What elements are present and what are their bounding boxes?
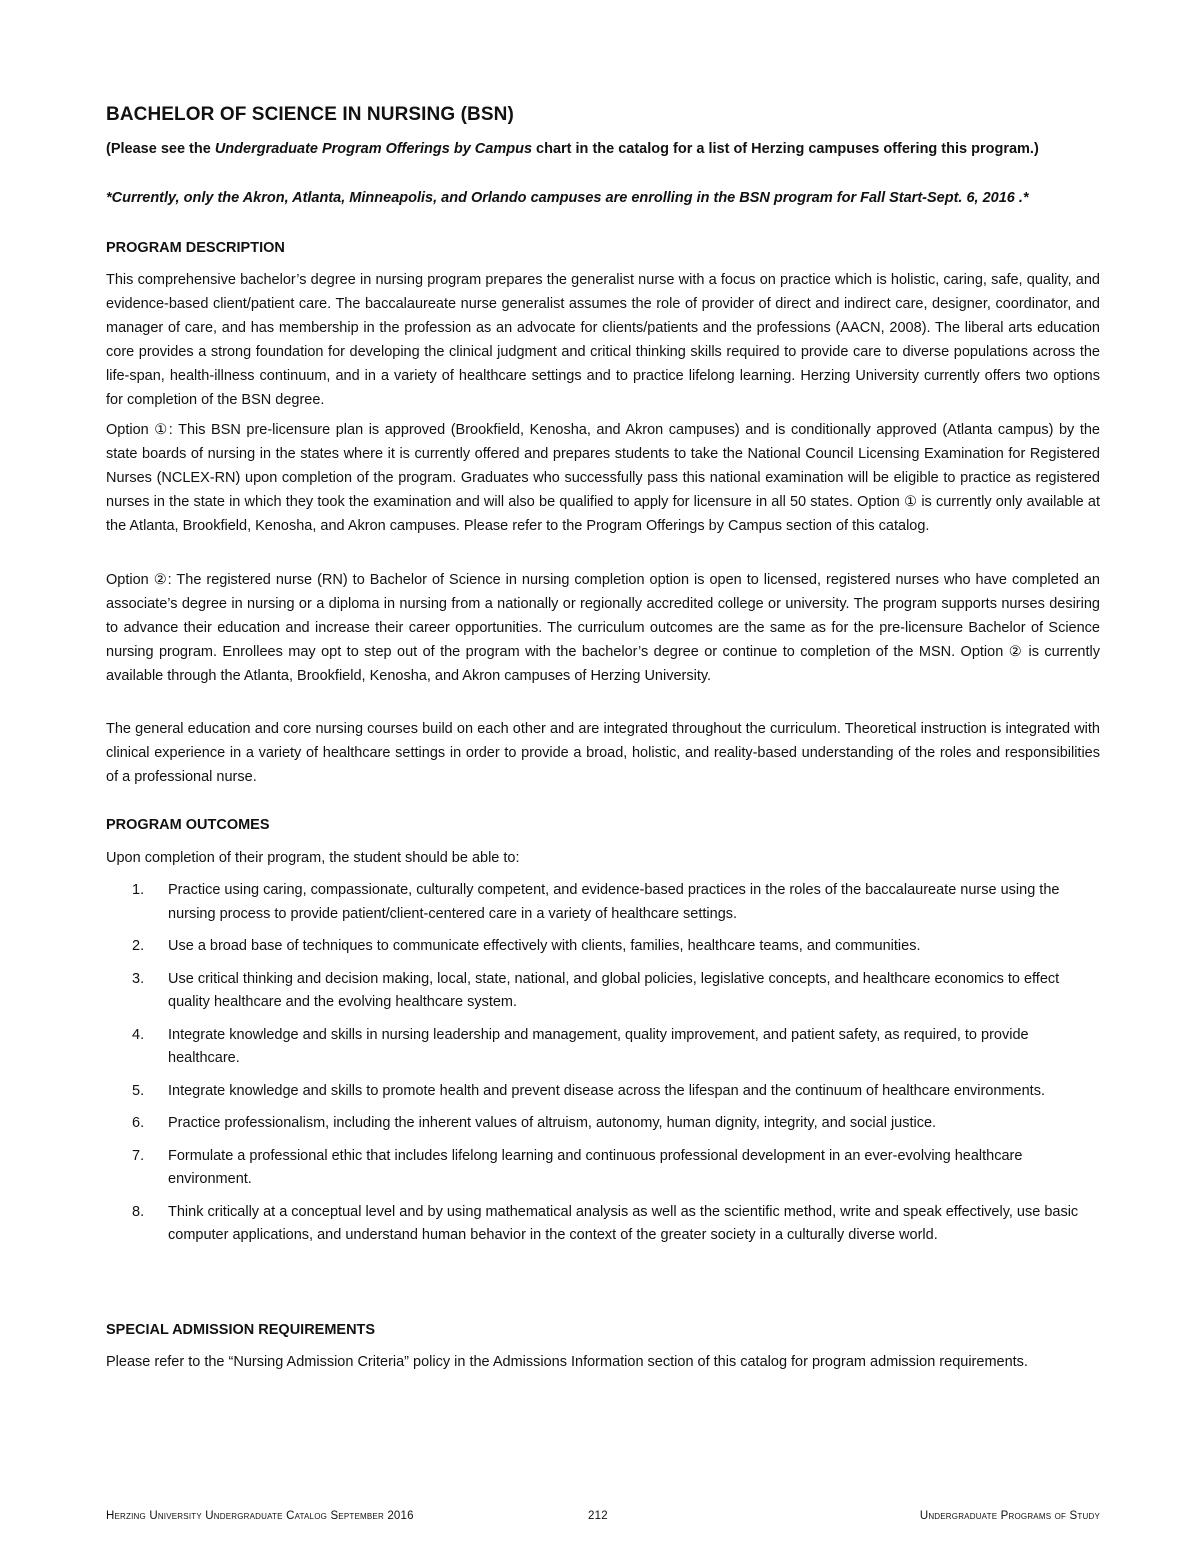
outcome-text: Use a broad base of techniques to communicate effectively with clients, families, healthcare teams, and communities. [168,938,921,954]
campus-note-pre: (Please see the [106,141,215,157]
outcome-item [106,1080,1100,1104]
footer-catalog-title: Herzing University Undergraduate Catalog September 2016 [106,1510,414,1522]
outcome-item [106,1112,1100,1136]
outcome-number: 7. [132,1147,145,1164]
outcome-item [106,1145,1100,1192]
program-outcomes-heading: PROGRAM OUTCOMES [106,817,270,833]
outcome-item [106,879,1100,926]
outcome-number: 2. [132,938,145,954]
campus-note [106,141,1039,157]
option-1-paragraph: Option ①: This BSN pre-licensure plan is approved (Brookfield, Kenosha, and Akron campuses) and is conditionally approved (Atlanta campus) by the state boards of nursing in the states where it is currently offered and prepares students to take the National Council Licensing Examination for Registered Nurses (NCLEX-RN) upon completion of the program. Graduates who successfully pass this national examination will be eligible to practice as registered nurses in the state in which they took the examination and will also be qualified to apply for licensure in all 50 states. Option ① is currently only available at the Atlanta, Brookfield, Kenosha, and Akron campuses. Please refer to the Program Offerings by Campus section of this catalog. [106,422,1100,534]
option-2-paragraph: Option ②: The registered nurse (RN) to Bachelor of Science in nursing completion option is open to licensed, registered nurses who have completed an associate’s degree in nursing or a diploma in nursing from a nationally or regionally accredited college or university. The program supports nurses desiring to advance their education and increase their career opportunities. The curriculum outcomes are the same as for the pre-licensure Bachelor of Science nursing program. Enrollees may opt to step out of the program with the bachelor’s degree or continue to completion of the MSN. Option ② is currently available through the Atlanta, Brookfield, Kenosha, and Akron campuses of Herzing University. [106,572,1100,684]
footer-page-number: 212 [588,1510,608,1522]
outcome-item [106,1201,1100,1248]
program-description-paragraph: This comprehensive bachelor’s degree in nursing program prepares the generalist nurse with a focus on practice which is holistic, caring, safe, quality, and evidence-based client/patient care. The baccalaureate nurse generalist assumes the role of provider of direct and indirect care, designer, coordinator, and manager of care, and has membership in the profession as an advocate for clients/patients and the professions (AACN, 2008). The liberal arts education core provides a strong foundation for developing the clinical judgment and critical thinking skills required to provide care to diverse populations across the life-span, health-illness continuum, and in a variety of healthcare settings and to practice lifelong learning. Herzing University currently offers two options for completion of the BSN degree. [106,272,1100,408]
campus-note-italic: Undergraduate Program Offerings by Campus [214,141,533,157]
outcome-item [106,1024,1100,1071]
outcome-number: 1. [132,882,145,898]
outcome-number: 4. [132,1026,145,1043]
outcome-text: Practice professionalism, including the inherent values of altruism, autonomy, human dignity, integrity, and social justice. [168,1115,937,1131]
outcome-text: Practice using caring, compassionate, culturally competent, and evidence-based practices in the roles of the baccalaureate nurse using the nursing process to provide patient/client-centered care in a variety of healthcare settings. [168,882,1060,922]
outcome-text: Formulate a professional ethic that includes lifelong learning and continuous professional development in an ever-evolving healthcare environment. [168,1147,1023,1187]
outcome-number: 5. [132,1082,145,1099]
special-admission-heading: SPECIAL ADMISSION REQUIREMENTS [106,1322,376,1338]
curriculum-paragraph: The general education and core nursing courses build on each other and are integrated throughout the curriculum. Theoretical instruction is integrated with clinical experience in a variety of healthcare settings in order to provide a broad, holistic, and reality-based understanding of the roles and responsibilities of a professional nurse. [106,721,1100,785]
program-description-heading: PROGRAM DESCRIPTION [106,240,285,256]
outcome-number: 3. [132,970,145,987]
outcome-text: Integrate knowledge and skills to promote health and prevent disease across the lifespan and the continuum of healthcare environments. [168,1082,1045,1099]
special-admission-text: Please refer to the “Nursing Admission Criteria” policy in the Admissions Information section of this catalog for program admission requirements. [106,1354,1028,1370]
outcome-number: 6. [132,1115,145,1131]
footer-section-title: Undergraduate Programs of Study [919,1510,1100,1522]
enrollment-note: *Currently, only the Akron, Atlanta, Minneapolis, and Orlando campuses are enrolling in the BSN program for Fall Start-Sept. 6, 2016 .* [106,190,1029,206]
outcome-item [106,968,1100,1015]
outcome-number: 8. [132,1203,145,1220]
campus-note-post: chart in the catalog for a list of Herzing campuses offering this program.) [532,141,1039,157]
program-outcomes-intro: Upon completion of their program, the student should be able to: [106,850,520,866]
outcome-text: Think critically at a conceptual level and by using mathematical analysis as well as the scientific method, write and speak effectively, use basic computer applications, and understand human behavior in the context of the greater society in a culturally diverse world. [168,1203,1079,1243]
outcome-text: Use critical thinking and decision making, local, state, national, and global policies, legislative concepts, and healthcare economics to effect quality healthcare and the evolving healthcare system. [168,970,1060,1010]
outcome-item [106,935,1100,959]
page-title: BACHELOR OF SCIENCE IN NURSING (BSN) [106,104,514,125]
outcome-text: Integrate knowledge and skills in nursing leadership and management, quality improvement, and patient safety, as required, to provide healthcare. [168,1026,1029,1066]
program-outcomes-list [106,879,1100,1257]
